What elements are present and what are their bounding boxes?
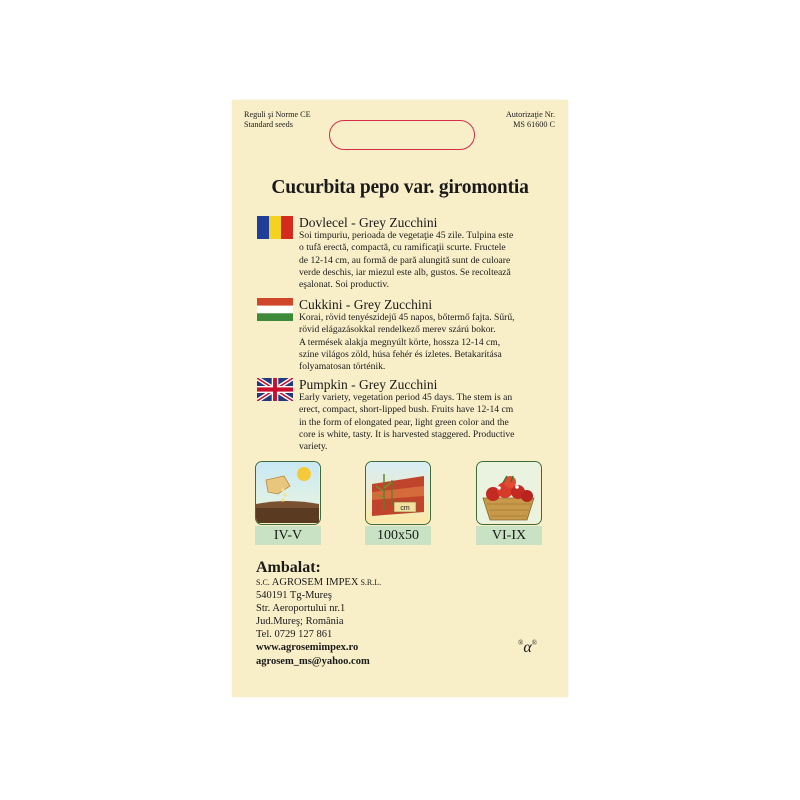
harvest-illustration — [477, 462, 540, 523]
spacing-tile — [365, 461, 431, 545]
sowing-label: IV-V — [255, 526, 321, 545]
authorization-line-1: Autorizaţie Nr. — [505, 110, 555, 119]
sowing-illustration — [256, 462, 319, 523]
description-line: Early variety, vegetation period 45 days. The stem is an — [299, 392, 513, 403]
variety-name-en: Pumpkin - Grey Zucchini — [299, 377, 438, 392]
sowing-period-tile — [255, 461, 321, 545]
company-name: AGROSEM IMPEX — [271, 577, 359, 588]
description-line: variety. — [299, 441, 328, 453]
sowing-icon — [255, 461, 321, 525]
description-line: rövid elágazásokkal rendelkező merev szárú bokor. — [299, 324, 496, 336]
description-line: színe világos zöld, húsa fehér és ízletes. Betakarítása — [299, 348, 502, 360]
description-line: erect, compact, short-lipped bush. Fruits have 12-14 cm — [299, 404, 514, 416]
address-line: 540191 Tg-Mureş — [256, 590, 332, 601]
company-line — [256, 577, 381, 590]
address-line: Jud.Mureş; România — [256, 616, 344, 627]
hang-hole-outline — [329, 120, 475, 150]
variety-name-ro: Dovlecel - Grey Zucchini — [299, 215, 438, 230]
hungary-flag-icon — [257, 298, 293, 321]
description-line: folyamatosan történik. — [299, 361, 386, 373]
description-line: Soi timpuriu, perioada de vegetaţie 45 zile. Tulpina este — [299, 230, 514, 241]
description-line: de 12-14 cm, au formă de pară alungită sunt de culoare — [299, 254, 511, 266]
website-link[interactable]: www.agrosemimpex.ro — [256, 642, 359, 653]
description-en — [299, 392, 554, 453]
spacing-illustration — [366, 462, 429, 523]
spacing-unit-text: cm — [400, 505, 410, 512]
species-title: Cucurbita pepo var. giromontia — [271, 177, 529, 198]
standards-line-2: Standard seeds — [244, 119, 293, 129]
description-line: eşalonat. Soi productiv. — [299, 279, 389, 291]
registered-mark-prefix: ® — [518, 639, 524, 647]
company-prefix: S.C. — [256, 578, 272, 587]
spacing-icon — [365, 461, 431, 525]
harvest-period-tile — [476, 461, 542, 545]
brand-logo — [518, 639, 537, 657]
email-link[interactable]: agrosem_ms@yahoo.com — [256, 656, 370, 667]
variety-name-hu: Cukkini - Grey Zucchini — [299, 297, 433, 312]
authorization-note — [506, 110, 555, 129]
romania-flag-icon — [257, 216, 293, 239]
standards-note — [244, 110, 311, 129]
description-line: o tufă erectă, compactă, cu ramificaţii scurte. Fructele — [299, 242, 506, 254]
harvest-label: VI-IX — [476, 526, 542, 545]
seed-packet-back — [232, 100, 568, 697]
uk-flag-icon — [257, 378, 293, 401]
description-line: verde deschis, iar miezul este alb, gustos. Se recoltează — [299, 266, 511, 278]
standards-line-1: Reguli şi Norme CE — [244, 110, 311, 119]
address-line: Str. Aeroportului nr.1 — [256, 603, 346, 614]
registered-mark-suffix: ® — [531, 639, 538, 647]
packer-heading: Ambalat: — [256, 559, 321, 576]
description-line: A termések alakja megnyúlt körte, hossza 12-14 cm, — [299, 336, 501, 348]
spacing-label: 100x50 — [365, 526, 431, 545]
description-line: core is white, tasty. It is harvested staggered. Productive — [299, 428, 515, 440]
description-line: in the form of elongated pear, light green color and the — [299, 416, 509, 428]
harvest-icon — [476, 461, 542, 525]
phone-line: Tel. 0729 127 861 — [256, 629, 333, 640]
company-suffix: S.R.L. — [358, 578, 382, 587]
description-ro — [299, 230, 554, 291]
description-line: Korai, rövid tenyészidejű 45 napos, bőtermő fajta. Sűrű, — [299, 312, 515, 323]
description-hu — [299, 312, 554, 373]
alpha-symbol: α — [523, 639, 532, 656]
authorization-line-2: MS 61600 C — [513, 119, 555, 129]
